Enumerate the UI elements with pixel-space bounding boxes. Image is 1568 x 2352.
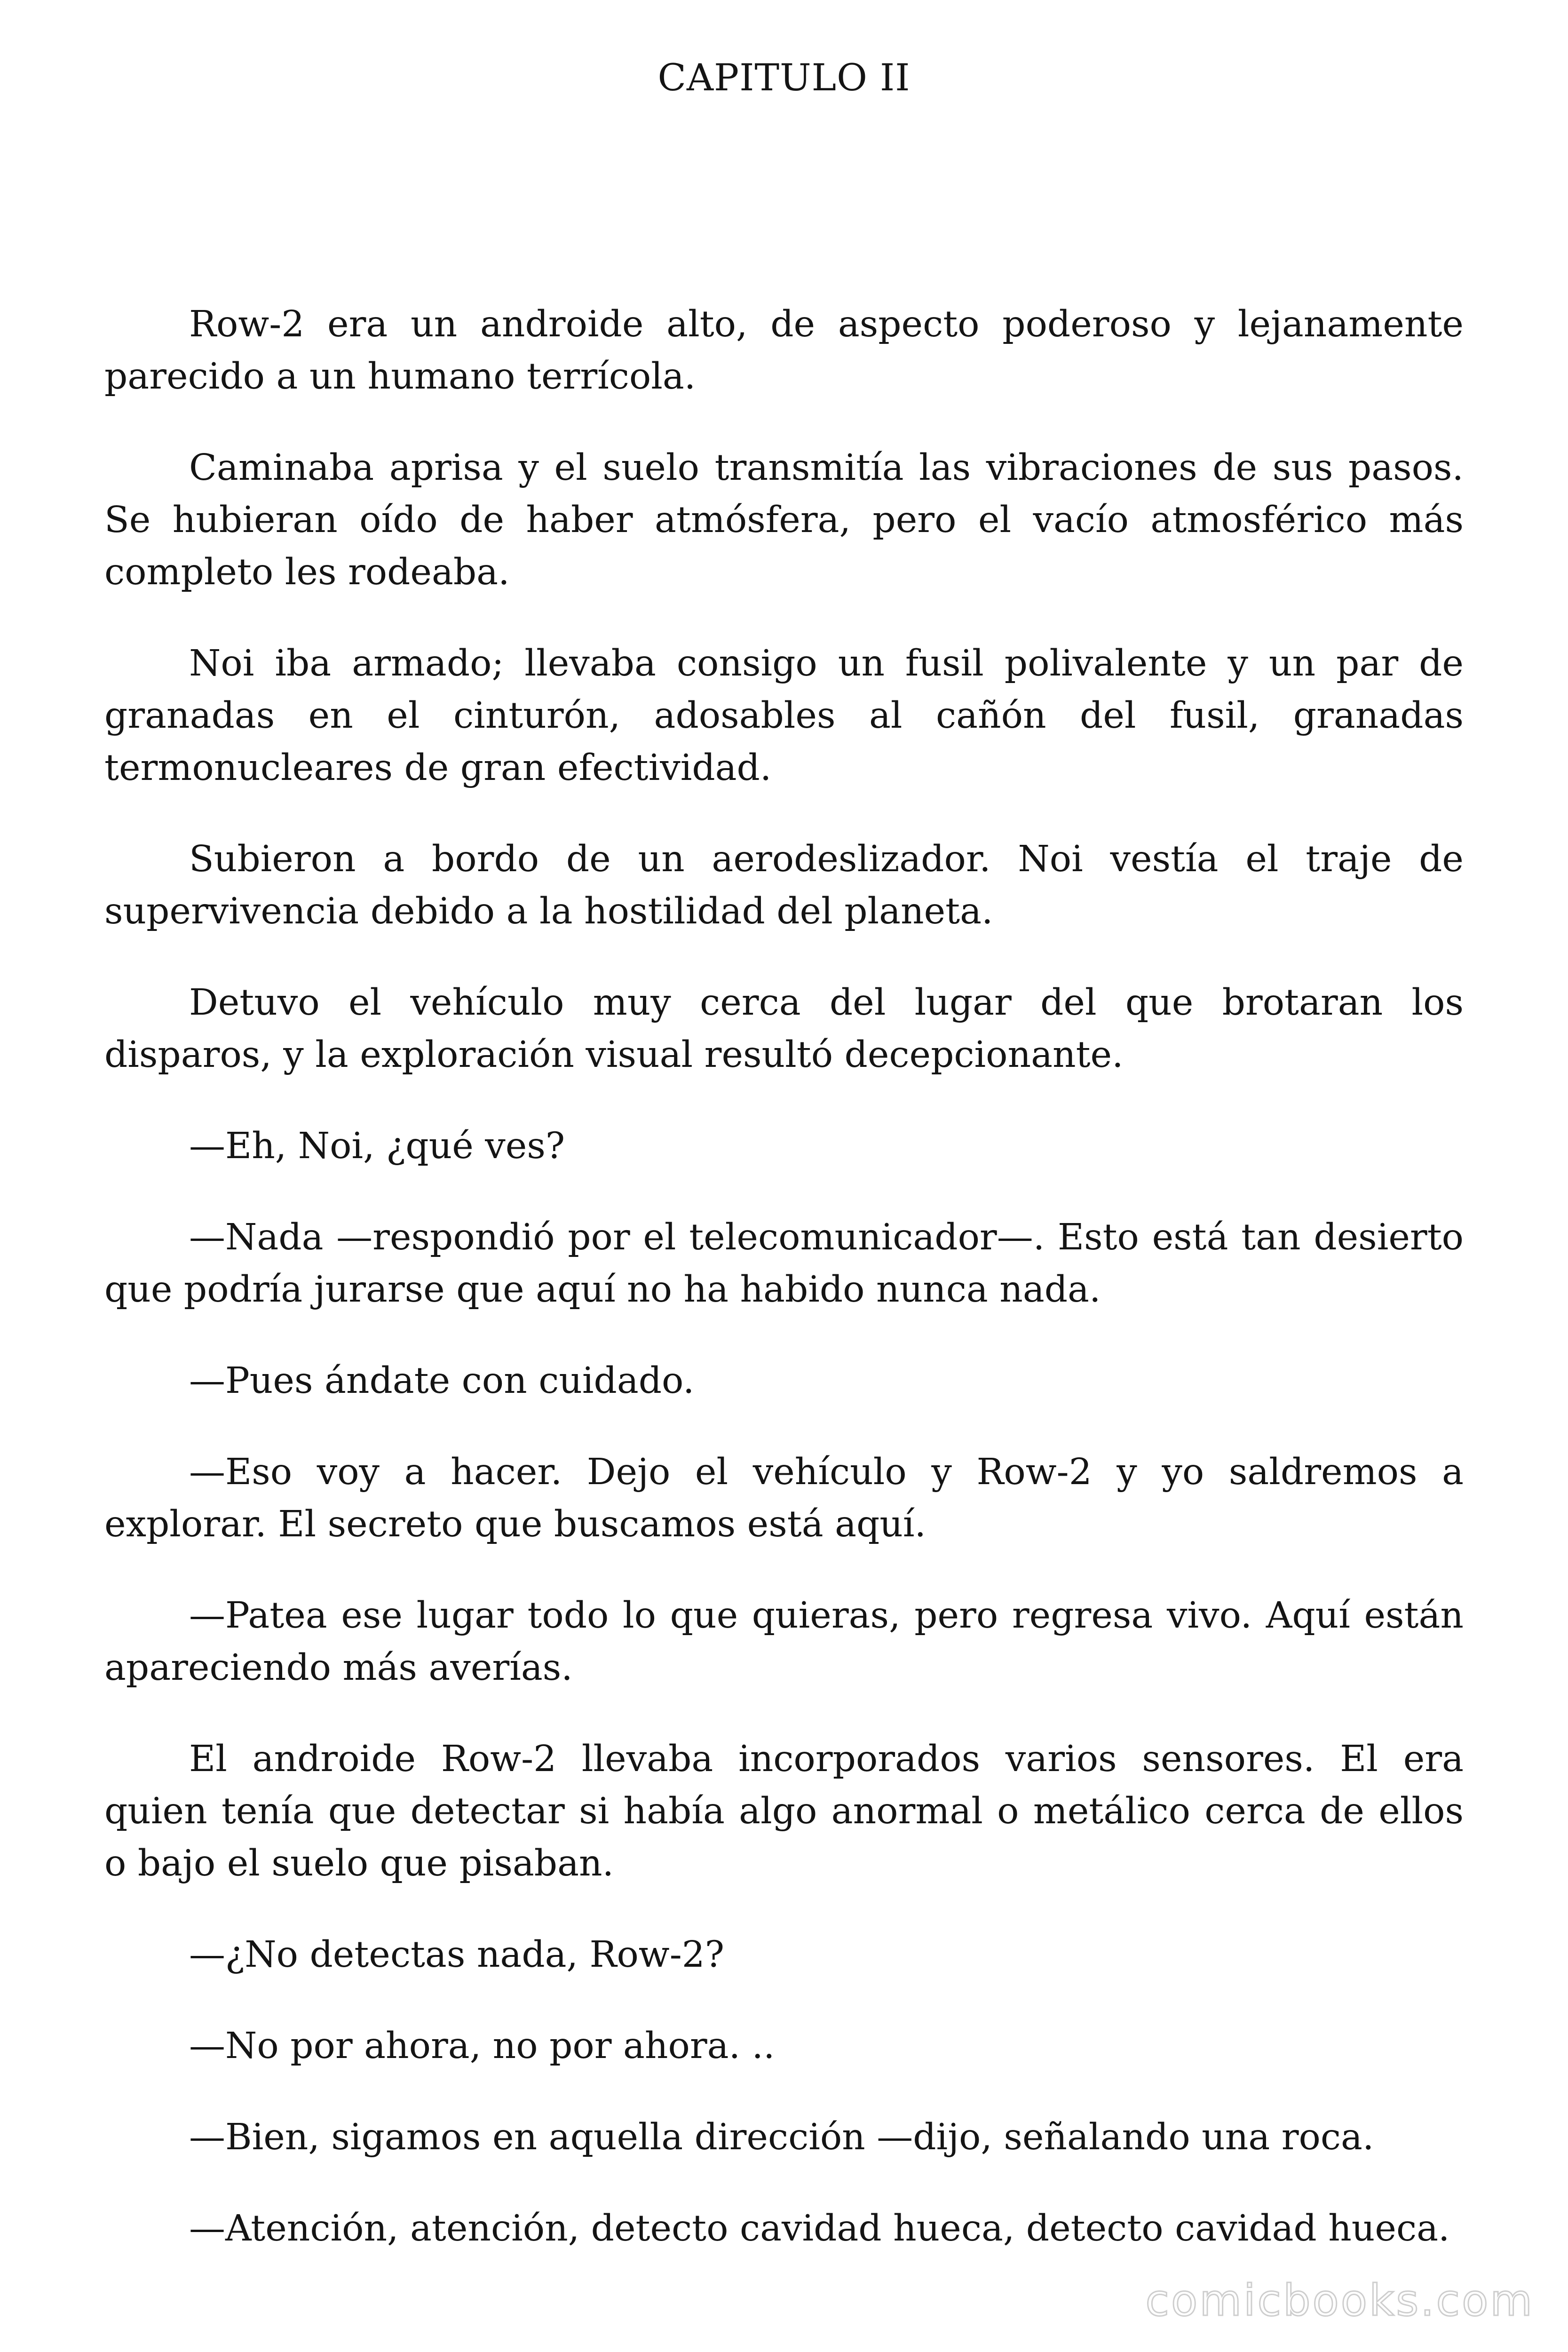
- chapter-title: CAPITULO II: [657, 56, 911, 99]
- dialogue-line: —Pues ándate con cuidado.: [189, 1360, 695, 1402]
- dialogue-line: —Nada —respondió por el telecomunicador—. Esto está tan desierto que podría jurarse que aquí no ha habido nunca nada.: [104, 1216, 1464, 1311]
- paragraph: Row-2 era un androide alto, de aspecto poderoso y lejanamente parecido a un humano terrícola.: [104, 303, 1464, 397]
- paragraph: Caminaba aprisa y el suelo transmitía las vibraciones de sus pasos. Se hubieran oído de haber atmósfera, pero el vacío atmosférico más completo les rodeaba.: [104, 447, 1464, 593]
- dialogue-line: —Patea ese lugar todo lo que quieras, pero regresa vivo. Aquí están apareciendo más averías.: [104, 1595, 1464, 1689]
- watermark-logo: comicbooks.com: [1145, 2275, 1534, 2326]
- paragraph: Subieron a bordo de un aerodeslizador. Noi vestía el traje de supervivencia debido a la hostilidad del planeta.: [104, 838, 1464, 932]
- paragraph: El androide Row-2 llevaba incorporados varios sensores. El era quien tenía que detectar si había algo anormal o metálico cerca de ellos o bajo el suelo que pisaban.: [104, 1738, 1464, 1884]
- chapter-body: [104, 298, 1464, 2255]
- dialogue-line: —¿No detectas nada, Row-2?: [189, 1934, 725, 1976]
- dialogue-line: —Eso voy a hacer. Dejo el vehículo y Row-2 y yo saldremos a explorar. El secreto que buscamos está aquí.: [104, 1451, 1464, 1545]
- dialogue-line: —No por ahora, no por ahora. ..: [189, 2025, 775, 2067]
- dialogue-line: —Eh, Noi, ¿qué ves?: [189, 1125, 565, 1167]
- paragraph: Noi iba armado; llevaba consigo un fusil polivalente y un par de granadas en el cinturón, adosables al cañón del fusil, granadas termonucleares de gran efectividad.: [104, 643, 1464, 789]
- dialogue-line: —Bien, sigamos en aquella dirección —dijo, señalando una roca.: [189, 2116, 1374, 2158]
- dialogue-line: —Atención, atención, detecto cavidad hueca, detecto cavidad hueca.: [189, 2208, 1450, 2249]
- paragraph: Detuvo el vehículo muy cerca del lugar del que brotaran los disparos, y la exploración visual resultó decepcionante.: [104, 982, 1464, 1076]
